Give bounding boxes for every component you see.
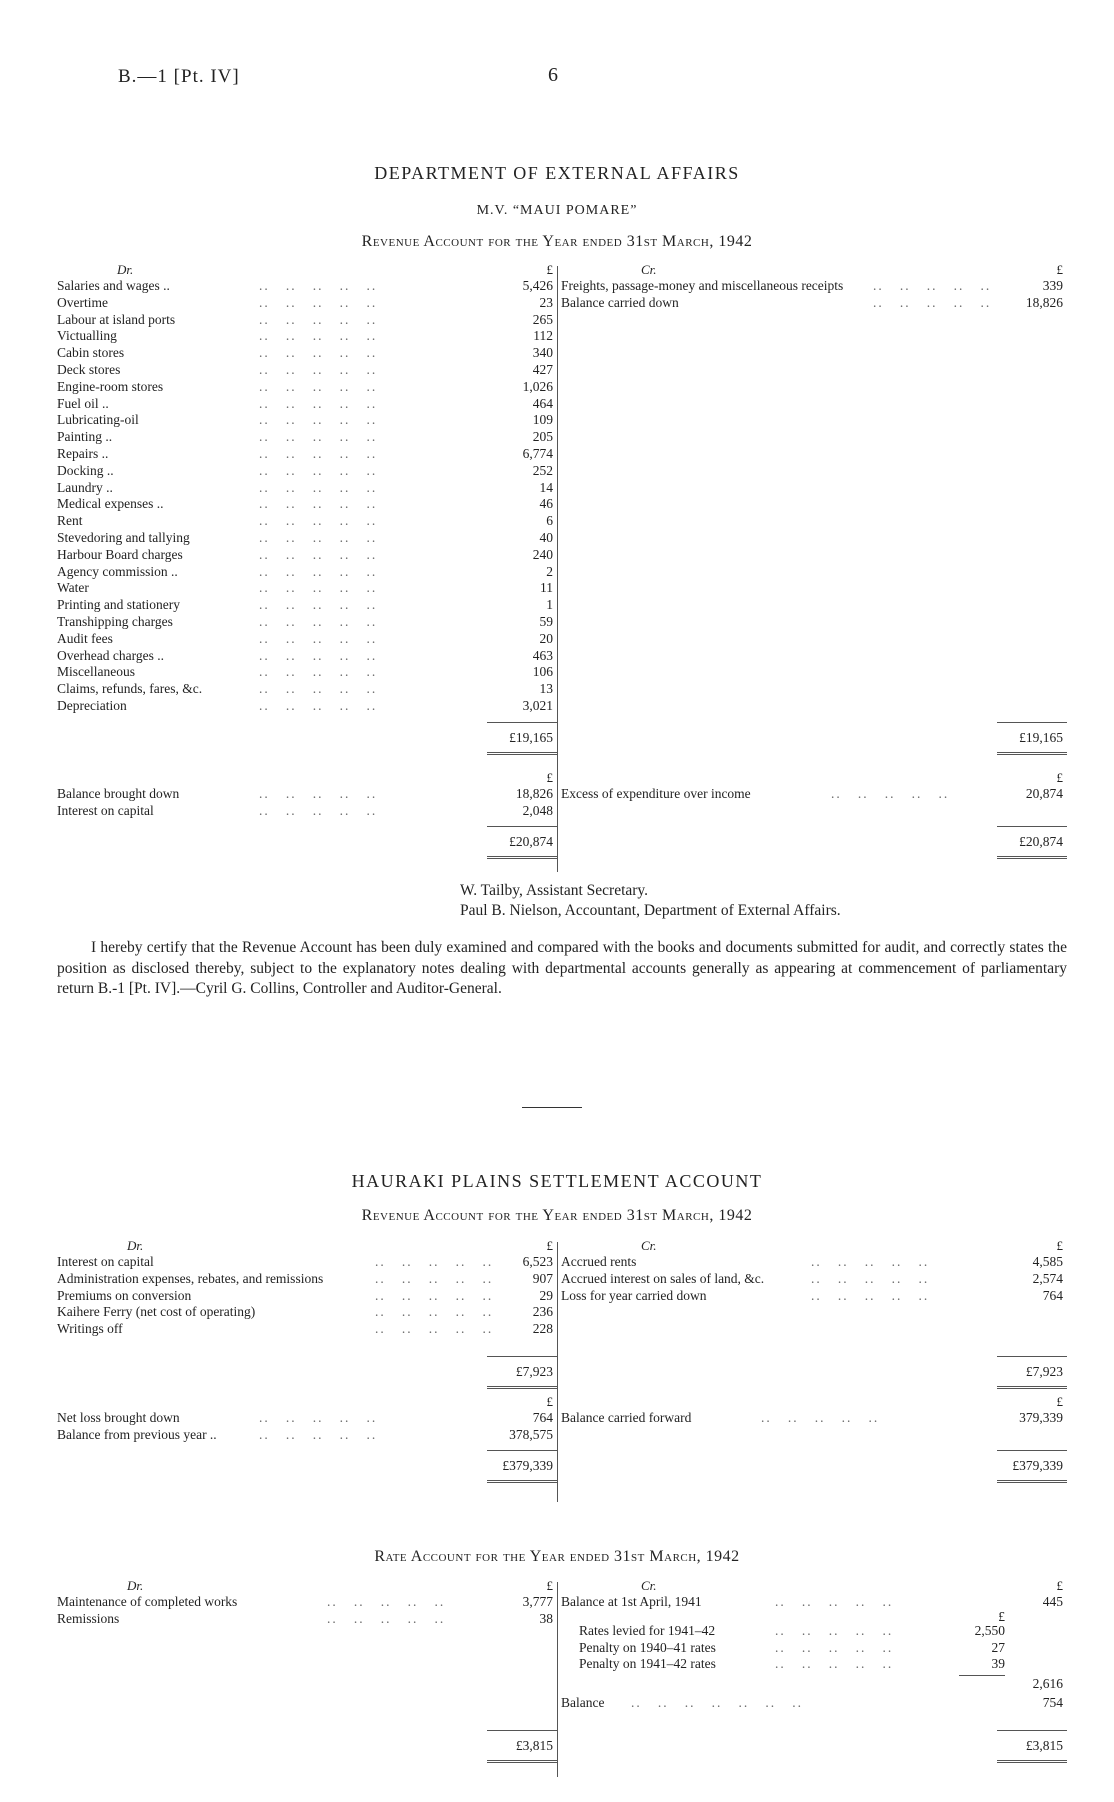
leader-dots: .. .. .. .. .. bbox=[811, 1287, 930, 1303]
item-label: Accrued interest on sales of land, &c. bbox=[561, 1270, 765, 1286]
leader-dots: .. .. .. .. .. bbox=[259, 429, 378, 445]
item-label: Balance carried down bbox=[561, 294, 679, 310]
list-item bbox=[57, 614, 557, 631]
item-value: 40 bbox=[539, 529, 553, 545]
leader-dots: .. .. .. .. .. bbox=[259, 529, 378, 545]
rates-subtotal: 2,616 bbox=[1032, 1676, 1063, 1692]
item-label: Remissions bbox=[57, 1610, 120, 1626]
item-value: 20 bbox=[539, 630, 553, 646]
item-value: 907 bbox=[532, 1270, 553, 1286]
item-value: 445 bbox=[1042, 1594, 1063, 1609]
dr-label: Dr. bbox=[127, 1238, 144, 1253]
document-reference: B.—1 [Pt. IV] bbox=[118, 66, 240, 87]
item-value: 2 bbox=[546, 563, 553, 579]
item-value: 2,574 bbox=[1032, 1270, 1063, 1286]
leader-dots: .. .. .. .. .. bbox=[259, 311, 378, 327]
list-item bbox=[57, 345, 557, 362]
item-value: 265 bbox=[532, 311, 553, 327]
item-label: Claims, refunds, fares, &c. bbox=[57, 681, 203, 697]
cr-label: Cr. bbox=[641, 1238, 657, 1253]
item-value: 339 bbox=[1042, 278, 1063, 293]
item-value: 14 bbox=[539, 479, 553, 495]
leader-dots: .. .. .. .. .. bbox=[259, 395, 378, 411]
item-value: 106 bbox=[532, 664, 553, 680]
credit-total-2: £379,339 bbox=[1012, 1458, 1063, 1473]
list-item bbox=[561, 1695, 1067, 1712]
item-value: 236 bbox=[532, 1304, 553, 1320]
cr-label: Cr. bbox=[641, 262, 657, 277]
list-item bbox=[561, 1640, 1067, 1657]
leader-dots: .. .. .. .. .. bbox=[761, 1410, 880, 1425]
item-value: 379,339 bbox=[1019, 1410, 1063, 1425]
list-item bbox=[57, 564, 557, 581]
list-item bbox=[57, 446, 557, 463]
item-label: Accrued rents bbox=[561, 1254, 637, 1269]
dr-label: Dr. bbox=[117, 262, 134, 277]
item-value: 1,026 bbox=[522, 378, 553, 394]
rate-account-title: Rate Account for the Year ended 31st March, 1942 bbox=[374, 1548, 740, 1565]
item-value: 27 bbox=[991, 1639, 1005, 1655]
pound-sign: £ bbox=[1056, 1394, 1063, 1409]
pound-sign: £ bbox=[998, 1608, 1005, 1624]
leader-dots: .. .. .. .. .. bbox=[327, 1594, 446, 1609]
rate-account bbox=[57, 1578, 1067, 1778]
leader-dots: .. .. .. .. .. bbox=[259, 445, 378, 461]
leader-dots: .. .. .. .. .. bbox=[259, 563, 378, 579]
leader-dots: .. .. .. .. .. bbox=[327, 1610, 446, 1626]
pound-sign: £ bbox=[546, 770, 553, 785]
leader-dots: .. .. .. .. .. bbox=[259, 462, 378, 478]
list-item bbox=[561, 295, 1067, 312]
signature-assistant-secretary: W. Tailby, Assistant Secretary. bbox=[460, 882, 649, 899]
leader-dots: .. .. .. .. .. bbox=[259, 412, 378, 428]
item-value: 20,874 bbox=[1025, 786, 1063, 801]
credit-total-2: £20,874 bbox=[1019, 834, 1063, 849]
list-item bbox=[57, 648, 557, 665]
department-title: DEPARTMENT OF EXTERNAL AFFAIRS bbox=[374, 163, 740, 183]
item-value: 2,048 bbox=[522, 802, 553, 818]
item-label: Docking .. bbox=[57, 462, 114, 478]
item-label: Medical expenses .. bbox=[57, 496, 164, 512]
item-value: 23 bbox=[539, 294, 553, 310]
debit-total-2: £379,339 bbox=[502, 1458, 553, 1473]
list-item bbox=[561, 278, 1067, 295]
pound-sign: £ bbox=[546, 1238, 553, 1253]
vessel-title: M.V. “MAUI POMARE” bbox=[476, 203, 638, 218]
item-label: Penalty on 1941–42 rates bbox=[579, 1656, 716, 1672]
leader-dots: .. .. .. .. .. bbox=[259, 802, 378, 818]
item-value: 6 bbox=[546, 513, 553, 529]
item-value: 764 bbox=[1042, 1287, 1063, 1303]
leader-dots: .. .. .. .. .. bbox=[259, 1410, 378, 1425]
hauraki-revenue-account bbox=[57, 1238, 1067, 1503]
item-value: 1 bbox=[546, 597, 553, 613]
list-item bbox=[57, 429, 557, 446]
leader-dots: .. .. .. .. .. bbox=[375, 1321, 494, 1337]
leader-dots: .. .. .. .. .. bbox=[775, 1594, 894, 1609]
item-label: Interest on capital bbox=[57, 1254, 154, 1269]
list-item bbox=[57, 412, 557, 429]
hauraki-title: HAURAKI PLAINS SETTLEMENT ACCOUNT bbox=[351, 1171, 763, 1191]
item-label: Premiums on conversion bbox=[57, 1287, 192, 1303]
list-item bbox=[57, 362, 557, 379]
list-item bbox=[57, 597, 557, 614]
debit-total: £3,815 bbox=[515, 1738, 553, 1753]
item-label: Water bbox=[57, 580, 89, 596]
leader-dots: .. .. .. .. .. bbox=[259, 546, 378, 562]
list-item bbox=[57, 1427, 557, 1444]
leader-dots: .. .. .. .. .. bbox=[259, 630, 378, 646]
list-item bbox=[57, 580, 557, 597]
item-label: Balance from previous year .. bbox=[57, 1426, 217, 1442]
leader-dots: .. .. .. .. .. bbox=[775, 1656, 894, 1672]
item-label: Penalty on 1940–41 rates bbox=[579, 1639, 716, 1655]
item-value: 38 bbox=[539, 1610, 553, 1626]
list-item bbox=[57, 463, 557, 480]
column-divider bbox=[557, 266, 558, 872]
item-label: Balance at 1st April, 1941 bbox=[561, 1594, 702, 1609]
list-item bbox=[57, 496, 557, 513]
item-value: 427 bbox=[532, 361, 553, 377]
item-value: 228 bbox=[532, 1321, 553, 1337]
list-item bbox=[561, 1288, 1067, 1305]
item-label: Deck stores bbox=[57, 361, 121, 377]
leader-dots: .. .. .. .. .. bbox=[873, 294, 992, 310]
debit-total: £7,923 bbox=[515, 1364, 553, 1379]
item-label: Engine-room stores bbox=[57, 378, 164, 394]
item-value: 6,523 bbox=[522, 1254, 553, 1269]
debit-total: £19,165 bbox=[509, 730, 553, 745]
item-label: Writings off bbox=[57, 1321, 123, 1337]
debit-side bbox=[57, 262, 557, 715]
list-item bbox=[57, 278, 557, 295]
list-item bbox=[57, 1594, 557, 1611]
item-label: Kaihere Ferry (net cost of operating) bbox=[57, 1304, 256, 1320]
item-label: Labour at island ports bbox=[57, 311, 176, 327]
item-value: 18,826 bbox=[1025, 294, 1063, 310]
item-value: 240 bbox=[532, 546, 553, 562]
item-label: Laundry .. bbox=[57, 479, 113, 495]
item-value: 464 bbox=[532, 395, 553, 411]
pound-sign: £ bbox=[1056, 770, 1063, 785]
pound-sign: £ bbox=[546, 1394, 553, 1409]
list-item bbox=[57, 513, 557, 530]
leader-dots: .. .. .. .. .. bbox=[259, 361, 378, 377]
item-label: Overhead charges .. bbox=[57, 647, 164, 663]
list-item bbox=[57, 1611, 557, 1628]
leader-dots: .. .. .. .. .. bbox=[259, 786, 378, 801]
item-value: 11 bbox=[540, 580, 553, 596]
leader-dots: .. .. .. .. .. bbox=[259, 613, 378, 629]
item-label: Depreciation bbox=[57, 697, 127, 713]
leader-dots: .. .. .. .. .. bbox=[775, 1622, 894, 1638]
item-value: 378,575 bbox=[509, 1426, 553, 1442]
hauraki-revenue-account-title: Revenue Account for the Year ended 31st March, 1942 bbox=[361, 1207, 753, 1224]
leader-dots: .. .. .. .. .. bbox=[811, 1270, 930, 1286]
pound-sign: £ bbox=[546, 262, 553, 277]
item-label: Excess of expenditure over income bbox=[561, 786, 751, 801]
list-item bbox=[561, 786, 1067, 803]
credit-total: £3,815 bbox=[1025, 1738, 1063, 1753]
list-item bbox=[561, 1623, 1067, 1640]
leader-dots: .. .. .. .. .. bbox=[259, 479, 378, 495]
item-value: 252 bbox=[532, 462, 553, 478]
item-value: 205 bbox=[532, 429, 553, 445]
leader-dots: .. .. .. .. .. bbox=[259, 496, 378, 512]
list-item bbox=[57, 312, 557, 329]
list-item bbox=[57, 1254, 557, 1271]
item-label: Balance brought down bbox=[57, 786, 180, 801]
item-label: Interest on capital bbox=[57, 802, 154, 818]
list-item bbox=[57, 530, 557, 547]
list-item bbox=[57, 480, 557, 497]
dr-label: Dr. bbox=[127, 1578, 144, 1593]
list-item bbox=[57, 328, 557, 345]
cr-label: Cr. bbox=[641, 1578, 657, 1593]
list-item bbox=[561, 1594, 1067, 1611]
item-label: Overtime bbox=[57, 294, 108, 310]
leader-dots: .. .. .. .. .. bbox=[259, 378, 378, 394]
leader-dots: .. .. .. .. .. bbox=[259, 328, 378, 344]
leader-dots: .. .. .. .. .. bbox=[811, 1254, 930, 1269]
item-label: Salaries and wages .. bbox=[57, 278, 170, 293]
item-value: 13 bbox=[539, 681, 553, 697]
list-item bbox=[57, 547, 557, 564]
item-value: 5,426 bbox=[522, 278, 553, 293]
leader-dots: .. .. .. .. .. bbox=[375, 1287, 494, 1303]
section-separator bbox=[522, 1107, 582, 1108]
list-item bbox=[57, 1321, 557, 1338]
item-label: Agency commission .. bbox=[57, 563, 178, 579]
item-value: 463 bbox=[532, 647, 553, 663]
debit-total-2: £20,874 bbox=[509, 834, 553, 849]
item-value: 764 bbox=[532, 1410, 553, 1425]
leader-dots: .. .. .. .. .. .. .. bbox=[631, 1695, 803, 1711]
leader-dots: .. .. .. .. .. bbox=[259, 345, 378, 361]
item-label: Harbour Board charges bbox=[57, 546, 183, 562]
item-label: Balance bbox=[561, 1695, 605, 1711]
list-item bbox=[57, 664, 557, 681]
item-label: Victualling bbox=[57, 328, 117, 344]
item-label: Cabin stores bbox=[57, 345, 125, 361]
list-item bbox=[561, 1254, 1067, 1271]
leader-dots: .. .. .. .. .. bbox=[259, 597, 378, 613]
item-value: 18,826 bbox=[515, 786, 553, 801]
pound-sign: £ bbox=[1056, 262, 1063, 277]
column-divider bbox=[557, 1242, 558, 1502]
item-label: Printing and stationery bbox=[57, 597, 180, 613]
leader-dots: .. .. .. .. .. bbox=[259, 580, 378, 596]
column-divider bbox=[557, 1582, 558, 1777]
item-label: Freights, passage-money and miscellaneous receipts bbox=[561, 278, 844, 293]
item-label: Painting .. bbox=[57, 429, 113, 445]
item-label: Lubricating-oil bbox=[57, 412, 139, 428]
item-label: Miscellaneous bbox=[57, 664, 135, 680]
item-label: Transhipping charges bbox=[57, 613, 173, 629]
leader-dots: .. .. .. .. .. bbox=[873, 278, 992, 293]
page-number: 6 bbox=[548, 64, 558, 86]
item-value: 46 bbox=[539, 496, 553, 512]
item-value: 39 bbox=[991, 1656, 1005, 1672]
list-item bbox=[57, 803, 557, 820]
list-item bbox=[57, 295, 557, 312]
revenue-account-title: Revenue Account for the Year ended 31st March, 1942 bbox=[361, 233, 753, 250]
leader-dots: .. .. .. .. .. bbox=[375, 1304, 494, 1320]
leader-dots: .. .. .. .. .. bbox=[375, 1270, 494, 1286]
item-label: Maintenance of completed works bbox=[57, 1594, 238, 1609]
list-item bbox=[57, 396, 557, 413]
item-label: Balance carried forward bbox=[561, 1410, 692, 1425]
leader-dots: .. .. .. .. .. bbox=[259, 664, 378, 680]
list-item bbox=[57, 1288, 557, 1305]
credit-side bbox=[561, 262, 1067, 312]
list-item bbox=[561, 1271, 1067, 1288]
item-label: Repairs .. bbox=[57, 445, 109, 461]
item-value: 29 bbox=[539, 1287, 553, 1303]
list-item bbox=[57, 698, 557, 715]
maui-pomare-revenue-account bbox=[57, 262, 1067, 874]
leader-dots: .. .. .. .. .. bbox=[259, 278, 378, 293]
credit-total: £7,923 bbox=[1025, 1364, 1063, 1379]
item-label: Fuel oil .. bbox=[57, 395, 109, 411]
leader-dots: .. .. .. .. .. bbox=[775, 1639, 894, 1655]
pound-sign: £ bbox=[1056, 1238, 1063, 1253]
leader-dots: .. .. .. .. .. bbox=[259, 1426, 378, 1442]
leader-dots: .. .. .. .. .. bbox=[259, 513, 378, 529]
item-value: 109 bbox=[532, 412, 553, 428]
item-value: 4,585 bbox=[1032, 1254, 1063, 1269]
leader-dots: .. .. .. .. .. bbox=[259, 681, 378, 697]
item-value: 3,777 bbox=[522, 1594, 553, 1609]
item-value: 59 bbox=[539, 613, 553, 629]
item-value: 6,774 bbox=[522, 445, 553, 461]
list-item bbox=[57, 786, 557, 803]
pound-sign: £ bbox=[1056, 1578, 1063, 1593]
item-label: Net loss brought down bbox=[57, 1410, 180, 1425]
item-label: Loss for year carried down bbox=[561, 1287, 707, 1303]
leader-dots: .. .. .. .. .. bbox=[375, 1254, 494, 1269]
item-label: Administration expenses, rebates, and remissions bbox=[57, 1270, 324, 1286]
leader-dots: .. .. .. .. .. bbox=[259, 697, 378, 713]
credit-total: £19,165 bbox=[1019, 730, 1063, 745]
leader-dots: .. .. .. .. .. bbox=[259, 294, 378, 310]
signature-accountant: Paul B. Nielson, Accountant, Department of External Affairs. bbox=[460, 902, 841, 919]
list-item bbox=[57, 631, 557, 648]
list-item bbox=[57, 681, 557, 698]
list-item bbox=[57, 1304, 557, 1321]
item-label: Rates levied for 1941–42 bbox=[579, 1622, 716, 1638]
list-item bbox=[57, 1271, 557, 1288]
item-label: Rent bbox=[57, 513, 83, 529]
pound-sign: £ bbox=[546, 1578, 553, 1593]
list-item bbox=[561, 1410, 1067, 1427]
list-item bbox=[561, 1656, 1067, 1673]
item-label: Stevedoring and tallying bbox=[57, 529, 190, 545]
leader-dots: .. .. .. .. .. bbox=[831, 786, 950, 801]
item-value: 2,550 bbox=[974, 1622, 1005, 1638]
list-item bbox=[57, 379, 557, 396]
item-value: 3,021 bbox=[522, 697, 553, 713]
audit-certification: I hereby certify that the Revenue Account has been duly examined and compared with the books and documents submitted for audit, and correctly states the position as disclosed thereby, subject to the explanatory notes dealing with departmental accounts generally as appearing at commencement of parliamentary return B.-1 [Pt. IV].—Cyril G. Collins, Controller and Auditor-General. bbox=[57, 939, 1067, 997]
item-value: 754 bbox=[1042, 1695, 1063, 1711]
item-label: Audit fees bbox=[57, 630, 113, 646]
leader-dots: .. .. .. .. .. bbox=[259, 647, 378, 663]
list-item bbox=[57, 1410, 557, 1427]
item-value: 112 bbox=[533, 328, 553, 344]
item-value: 340 bbox=[532, 345, 553, 361]
